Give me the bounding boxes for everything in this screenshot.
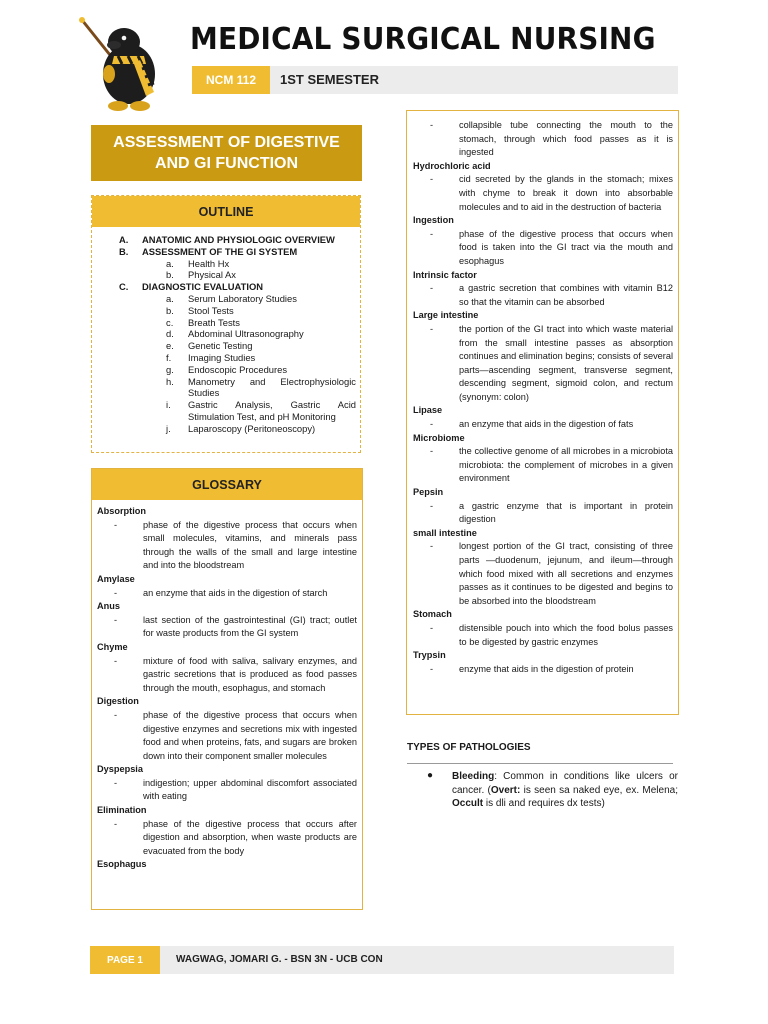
glossary-term: Hydrochloric acid	[413, 160, 491, 171]
outline-text: Health Hx	[188, 257, 230, 269]
glossary-term: Anus	[97, 601, 120, 612]
page-title: MEDICAL SURGICAL NURSING	[190, 22, 656, 57]
definition-text: enzyme that aids in the digestion of protein	[459, 663, 634, 674]
definition-text: longest portion of the GI tract, consisting of three parts —duodenum, jejunum, and ileum—through which food mixed with all secretions and enzymes passes as it continues to be digested and begins to be absorbed into the bloodstream	[459, 541, 673, 606]
glossary-definition	[413, 323, 673, 405]
outline-text: Stool Tests	[188, 304, 234, 316]
outline-item	[92, 281, 360, 293]
pathology-term: Bleeding	[452, 771, 495, 782]
outline-marker: b.	[166, 269, 174, 281]
glossary-term: Microbiome	[413, 432, 465, 443]
definition-text: last section of the gastrointestinal (GI) tract; outlet for waste products from the GI system	[143, 614, 357, 639]
dash-marker: -	[114, 709, 118, 720]
glossary-definition	[97, 587, 357, 601]
bullet-icon: ●	[427, 770, 434, 781]
outline-subitem	[92, 328, 360, 340]
outline-item	[92, 246, 360, 258]
outline-list	[92, 234, 360, 435]
glossary-definition	[413, 282, 673, 309]
outline-subitem	[92, 317, 360, 329]
glossary-term: Chyme	[97, 641, 128, 652]
footer-author: WAGWAG, JOMARI G. - BSN 3N - UCB CON	[176, 954, 383, 965]
glossary-definition	[97, 777, 357, 804]
glossary-term: Stomach	[413, 609, 452, 620]
outline-marker: b.	[166, 304, 174, 316]
dash-marker: -	[114, 818, 118, 829]
outline-text: Breath Tests	[188, 316, 240, 328]
dash-marker: -	[114, 777, 118, 788]
outline-text: ANATOMIC AND PHYSIOLOGIC OVERVIEW	[142, 234, 335, 245]
outline-marker: c.	[166, 316, 174, 328]
outline-marker: d.	[166, 328, 174, 340]
outline-marker: e.	[166, 340, 174, 352]
course-code-badge: NCM 112	[192, 66, 270, 94]
outline-text: Endoscopic Procedures	[188, 363, 288, 375]
glossary-definition	[413, 663, 673, 677]
glossary-definition	[413, 540, 673, 608]
glossary-definition	[97, 709, 357, 763]
glossary-definition	[413, 500, 673, 527]
outline-subitem	[92, 376, 360, 400]
outline-subitem	[92, 399, 360, 423]
outline-text: Laparoscopy (Peritoneoscopy)	[188, 422, 316, 434]
outline-marker: h.	[166, 375, 174, 387]
outline-item	[92, 234, 360, 246]
outline-subitem	[92, 352, 360, 364]
definition-text: collapsible tube connecting the mouth to the stomach, through which food passes as it is ingested	[459, 120, 673, 158]
outline-text: Abdominal Ultrasonography	[188, 328, 304, 340]
glossary-definition	[413, 418, 673, 432]
dash-marker: -	[114, 587, 118, 598]
definition-text: an enzyme that aids in the digestion of starch	[143, 587, 328, 598]
outline-marker: i.	[166, 399, 171, 411]
glossary-continued-box	[406, 110, 679, 715]
section-title-banner	[91, 125, 362, 181]
glossary-term: Dyspepsia	[97, 764, 143, 775]
glossary-definition	[97, 818, 357, 859]
glossary-term: Trypsin	[413, 650, 446, 661]
outline-subitem	[92, 340, 360, 352]
glossary-term: Large intestine	[413, 310, 479, 321]
glossary-term: Intrinsic factor	[413, 269, 477, 280]
glossary-term: small intestine	[413, 527, 477, 538]
outline-text: DIAGNOSTIC EVALUATION	[142, 281, 264, 293]
definition-text: indigestion; upper abdominal discomfort associated with eating	[143, 777, 357, 802]
glossary-term: Absorption	[97, 506, 146, 516]
glossary-term: Lipase	[413, 405, 443, 416]
definition-text: phase of the digestive process that occurs when small molecules, vitamins, and minerals pass through the walls of the small and large intestine and into the bloodstream	[143, 519, 357, 571]
outline-marker: a.	[166, 257, 174, 269]
dash-marker: -	[114, 614, 118, 625]
outline-subitem	[92, 305, 360, 317]
outline-text: Genetic Testing	[188, 340, 253, 352]
glossary-term: Elimination	[97, 805, 147, 816]
glossary-definition	[413, 173, 673, 214]
outline-heading: OUTLINE	[92, 196, 360, 227]
definition-text: phase of the digestive process that occurs when food is taken into the GI tract via the mouth and esophagus	[459, 228, 673, 266]
outline-marker: C.	[119, 281, 129, 293]
dash-marker: -	[114, 655, 118, 666]
definition-text: a gastric secretion that combines with vitamin B12 so that the vitamin can be absorbed	[459, 283, 673, 307]
dash-marker: -	[430, 500, 434, 511]
definition-text: the portion of the GI tract into which waste material from the small intestine passes as absorption continues and elimination begins; consists of several parts—ascending segment, transverse segment, descending segment, sigmoid colon, and rectum (synonym: colon)	[459, 323, 673, 402]
definition-text: a gastric enzyme that is important in protein digestion	[459, 500, 673, 525]
outline-text: ASSESSMENT OF THE GI SYSTEM	[142, 245, 298, 257]
pathologies-heading: TYPES OF PATHOLOGIES	[407, 742, 531, 753]
glossary-list-right	[413, 119, 673, 676]
section-title-line2: AND GI FUNCTION	[154, 155, 299, 172]
pathology-text: is seen sa naked eye, ex. Melena;	[520, 784, 678, 796]
outline-marker: j.	[166, 422, 171, 434]
page-number-badge: PAGE 1	[90, 946, 160, 974]
dash-marker: -	[430, 120, 434, 130]
outline-text: Gastric Analysis, Gastric Acid Stimulation Test, and pH Monitoring	[188, 399, 356, 422]
outline-subitem	[92, 258, 360, 270]
glossary-definition	[413, 228, 673, 269]
glossary-term: Pepsin	[413, 487, 444, 498]
glossary-term: Ingestion	[413, 215, 454, 226]
niffler-mascot-icon	[74, 14, 174, 114]
dash-marker: -	[430, 541, 434, 552]
semester-label: 1ST SEMESTER	[280, 72, 379, 87]
definition-text: the collective genome of all microbes in a microbiota microbiota: the complement of microbes in a given environment	[459, 446, 673, 484]
pathology-item	[452, 770, 678, 811]
glossary-term: Amylase	[97, 573, 135, 584]
glossary-term: Digestion	[97, 696, 139, 707]
glossary-definition	[97, 519, 357, 573]
dash-marker: -	[430, 323, 434, 334]
dash-marker: -	[430, 663, 434, 674]
glossary-definition	[97, 655, 357, 696]
dash-marker: -	[430, 446, 434, 457]
glossary-definition	[413, 622, 673, 649]
pathology-text: is dli and requires dx tests)	[483, 798, 605, 810]
outline-text: Serum Laboratory Studies	[188, 292, 297, 304]
dash-marker: -	[114, 519, 118, 530]
section-title-line1: ASSESSMENT OF DIGESTIVE	[113, 134, 340, 151]
outline-marker: B.	[119, 245, 129, 257]
outline-box	[91, 195, 361, 453]
outline-marker: g.	[166, 363, 174, 375]
outline-text: Manometry and Electrophysiologic Studies	[188, 375, 356, 399]
pathology-text: : Common in conditions like ulcers or cancer. (	[452, 771, 678, 796]
definition-text: mixture of food with saliva, salivary enzymes, and gastric secretions that is produced as food passes through the mouth, esophagus, and stomach	[143, 655, 357, 693]
dash-marker: -	[430, 283, 434, 294]
definition-text: cid secreted by the glands in the stomach; mixes with chyme to break it down into absorbable molecules and to aid in the destruction of bacteria	[459, 174, 673, 212]
glossary-list-left	[97, 505, 357, 872]
outline-text: Physical Ax	[188, 269, 236, 281]
glossary-heading: GLOSSARY	[92, 469, 362, 500]
dash-marker: -	[430, 622, 434, 633]
divider	[407, 763, 673, 764]
outline-text: Imaging Studies	[188, 351, 256, 363]
definition-text: distensible pouch into which the food bolus passes to be digested by gastric enzymes	[459, 622, 673, 647]
definition-text: phase of the digestive process that occurs after digestion and absorption, when waste products are evacuated from the body	[143, 818, 357, 856]
outline-marker: A.	[119, 234, 129, 245]
dash-marker: -	[430, 419, 434, 430]
definition-text: phase of the digestive process that occurs when digestive enzymes and secretions mix with ingested food and when proteins, fats, and sugars are broken down into their component smaller molecules	[143, 709, 357, 761]
glossary-definition	[413, 445, 673, 486]
definition-text: an enzyme that aids in the digestion of fats	[459, 419, 634, 430]
glossary-term: Esophagus	[97, 859, 147, 870]
outline-subitem	[92, 269, 360, 281]
outline-marker: f.	[166, 351, 172, 363]
outline-marker: a.	[166, 292, 174, 304]
dash-marker: -	[430, 174, 434, 185]
glossary-box	[91, 468, 363, 910]
outline-subitem	[92, 423, 360, 435]
dash-marker: -	[430, 228, 434, 239]
overt-label: Overt:	[490, 784, 521, 796]
outline-subitem	[92, 293, 360, 305]
glossary-definition	[413, 119, 673, 160]
outline-subitem	[92, 364, 360, 376]
occult-label: Occult	[452, 798, 484, 810]
glossary-definition	[97, 614, 357, 641]
